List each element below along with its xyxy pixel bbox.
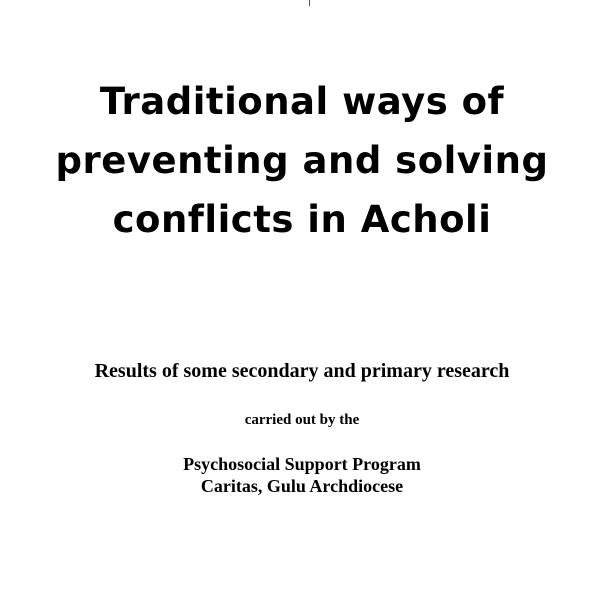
page-edge-mark	[309, 0, 310, 6]
organization-block	[0, 453, 604, 497]
organization-line-2: Caritas, Gulu Archdiocese	[200, 476, 404, 496]
title-line-3: conflicts in Acholi	[112, 198, 492, 241]
document-byline: carried out by the	[244, 412, 360, 428]
document-subtitle: Results of some secondary and primary research	[94, 360, 510, 382]
title-line-2: preventing and solving	[55, 139, 549, 182]
document-title	[0, 72, 604, 249]
organization-line-1: Psychosocial Support Program	[183, 454, 421, 474]
title-line-1: Traditional ways of	[99, 80, 505, 123]
